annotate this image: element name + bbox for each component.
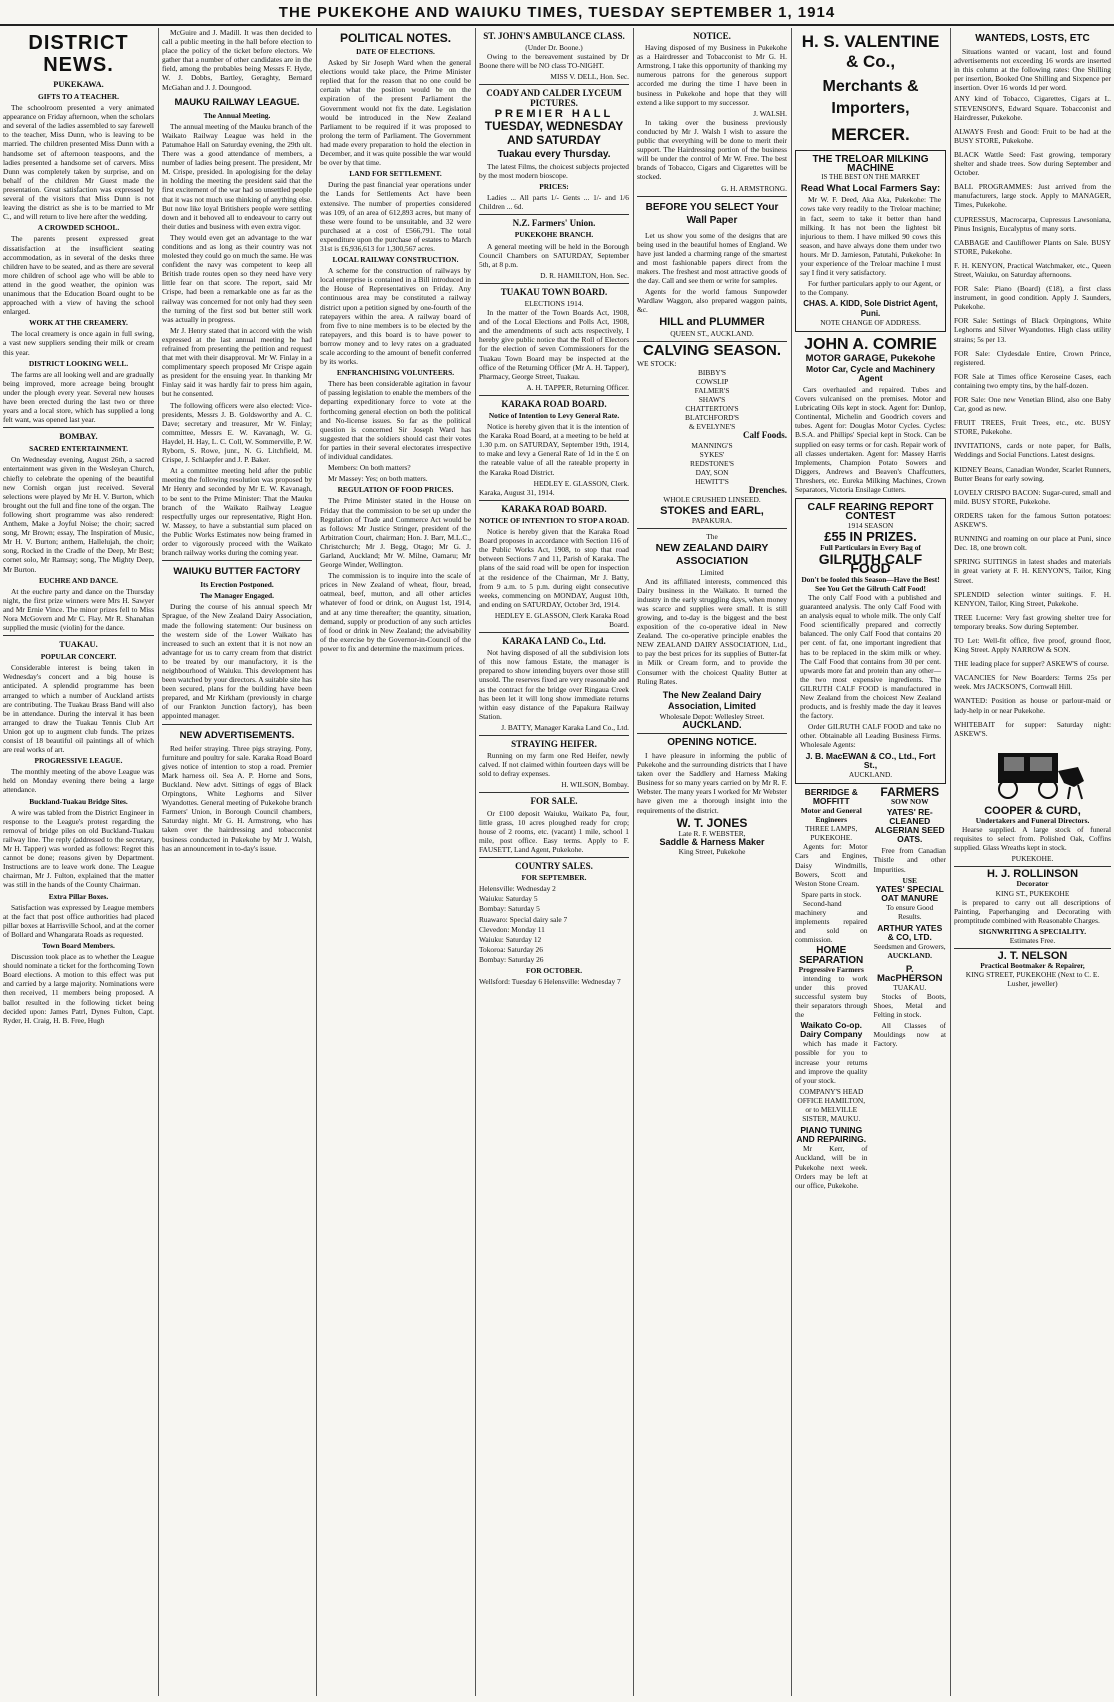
calving-list2 xyxy=(637,441,787,486)
divider xyxy=(162,724,312,725)
premier-hall: PREMIER HALL xyxy=(494,107,614,120)
divider xyxy=(479,792,629,793)
divider xyxy=(479,283,629,284)
second-hand: Second-hand machinery and implements repaired and sold on commission. xyxy=(795,898,868,945)
factory-text: All Classes of Mouldings now at Factory. xyxy=(873,1021,946,1049)
article-text: The parents present expressed great dissatisfaction at the insufficient seating accommodation, as in several of the desks three children have to be seated, and as there are several more children of school age who will be able to attend in the good weather, the opinion was unanimous that the Education Board ought to be approached with a view of having the school enlarged. xyxy=(3,234,154,317)
classified-item: TREE Lucerne: Very fast growing shelter tree for temporary breaks. Sow during September. xyxy=(954,612,1111,631)
article-text: During the past financial year operations under the Lands for Settlements Act have been extensive. The number of properties considered was 109, of an area of 612,893 acres, but many of these were found to be unsuitable, and 32 were purchased at a cost of £566,791. The total expenditure upon the purchase of estates to March 31st is £6,936,613 for 1,300,567 acres. xyxy=(320,180,471,253)
berridge-sub: Motor and General Engineers xyxy=(800,806,862,825)
calving-item: BLATCHFORD'S xyxy=(685,413,739,423)
macpherson-town: TUAKAU. xyxy=(893,982,927,992)
calving-heading: CALVING SEASON. xyxy=(642,341,782,359)
article-text: Members: On both matters? xyxy=(328,463,411,473)
article-subheading: The Annual Meeting. xyxy=(203,110,271,120)
ambulance-sub: (Under Dr. Boone.) xyxy=(525,43,583,53)
calf-prize: £55 IN PRIZES. xyxy=(824,529,917,545)
country-item: Bombay: Saturday 5 xyxy=(479,904,540,914)
article-text: Red heifer straying. Three pigs straying. Pony, furniture and poultry for sale. Karaka Road Board gives notice of intention to stop a road. Premier Mark harness oil. Sea A. P. Horne and Sons, Buckland. New advt. Sittings of eggs of Black Orpingtons, White Leghorns and Silver Wyandottes. General meeting of Pukekohe branch Farmers' Union, in Borough Council chambers, Saturday night. Mr G. H. Armstrong, who has taken over the hairdressing and tobacconist business conducted in Pukekohe by Mr J. Walsh, has an announcement in to-day's issue. xyxy=(162,743,312,853)
calving-item: FALMER'S xyxy=(694,386,730,395)
district-news-heading: DISTRICT NEWS. xyxy=(28,32,129,76)
divider xyxy=(479,84,629,85)
country-sub: FOR SEPTEMBER. xyxy=(521,873,587,883)
divider xyxy=(637,196,787,197)
nelson-heading: J. T. NELSON xyxy=(997,950,1068,963)
nzda-heading: NEW ZEALAND DAIRY ASSOCIATION xyxy=(655,541,769,567)
treloar-apply: For further particulars apply to our Agent, or to the Company. xyxy=(800,279,941,298)
article-text: At a committee meeting held after the public meeting the following resolution was proposed by Mr Henry and seconded by Mr E. W. Kavanagh, to be sent to the Prime Minister: That the Mauku branch of the Waikato Railway League respectfully urges our representative, Right Hon. W. Massey, to have a substantial sum placed on the Public Works Estimates now being framed in order to vigorously proceed with the Waikato branch railway works during the coming year. xyxy=(162,466,312,558)
stokes-town: PAPAKURA. xyxy=(691,516,733,526)
nzda-ltd: Limited xyxy=(700,567,724,577)
column-rule xyxy=(950,28,951,1696)
classified-item: FOR Sale: One new Venetian Blind, also one Baby Car, good as new. xyxy=(954,395,1111,414)
lower-ads-left xyxy=(795,788,868,1192)
country-item: Helensville: Wednesday 2 xyxy=(479,884,556,894)
divider xyxy=(479,395,629,396)
karaka-sign: HEDLEY E. GLASSON, Clerk. xyxy=(533,478,629,488)
land-text: Not having disposed of all the subdivision lots of this now famous Estate, the manager is prepared to show intending buyers over those still unsold. The reserves fixed are very reasonable and as the contract for the bridge over Ringaua Creek has been let it will long show immediate returns within easy distance of the Papakura Railway Station. xyxy=(479,648,629,721)
treloar-read: Read What Local Farmers Say: xyxy=(800,183,941,195)
divider xyxy=(954,866,1111,867)
classified-item: FOR Sale: Clydesdale Entire, Crown Prince, registered. xyxy=(954,348,1111,367)
classified-item: THE leading place for supper? ASKEW'S of course. xyxy=(954,659,1109,669)
divider xyxy=(637,528,787,529)
rollinson-heading: H. J. ROLLINSON xyxy=(986,868,1079,881)
stray-text: Running on my farm one Red Heifer, newly calved. If not claimed within fourteen days will be sold to defray expenses. xyxy=(479,751,629,779)
berridge-parts: Spare parts in stock. xyxy=(801,889,862,899)
divider xyxy=(162,560,312,561)
yates-oat: YATES' SPECIAL OAT MANURE xyxy=(875,883,944,903)
article-heading: EUCHRE AND DANCE. xyxy=(38,575,119,585)
show-days: TUESDAY, WEDNESDAY AND SATURDAY xyxy=(484,118,624,147)
classified-item: ANY kind of Tobacco, Cigarettes, Cigars at L. STEVENSON'S, Edward Square. Tobacconist and Hairdresser, Pukekohe. xyxy=(954,94,1111,122)
valentine-heading: H. S. VALENTINE & Co., xyxy=(801,32,940,71)
article-text: Discussion took place as to whether the League should nominate a ticket for the forthcoming Town Board elections. A motion to this effect was put and carried by a large majority. Nominations were then received, 11 members being proposed. A ballot resulted in the following ticket being decided upon: James Patrl, Dynes Fulton, Capt. Ryder, H. Craig, H. B. Free, Hugh xyxy=(3,952,154,1025)
calving-item: CHATTERTON'S xyxy=(685,404,739,414)
drenches: Drenches. xyxy=(748,485,787,496)
comrie-heading: JOHN A. COMRIE xyxy=(804,335,937,353)
farmers-sign: D. R. HAMILTON, Hon. Sec. xyxy=(540,270,629,280)
sale-text: Or £100 deposit Waiuku, Waikato Pa, four, little grass, 10 acres ploughed ready for crop; house of 2 rooms, etc. (vacant) 1 mile, school 1 mile, post office. Easy terms. Apply to F. FAUSETT, Land Agent, Pukekohe. xyxy=(479,808,629,854)
karaka2-sign: HEDLEY E. GLASSON, Clerk Karaka Road Board. xyxy=(494,610,629,629)
article-heading: DISTRICT LOOKING WELL. xyxy=(28,358,129,368)
classified-item: ORDERS taken for the famous Sutton potatoes: ASKEW'S. xyxy=(954,510,1111,530)
column-rule xyxy=(791,28,792,1696)
classified-item: WHITEBAIT for supper: Saturday night: ASKEW'S. xyxy=(954,719,1111,738)
column-district-news xyxy=(3,28,154,1696)
treloar-ad xyxy=(795,150,946,332)
article-text: At the euchre party and dance on the Thursday night, the first prize winners were Mrs H. Sawyer and Mr Ernie Vince. The minor prizes fell to Miss Nora McGovern and Mr C. Flay. Mr R. Shanahan supplied the music (violin) for the dance. xyxy=(3,586,154,633)
rollinson-sub: Decorator xyxy=(1016,879,1049,889)
gilruth-text: The only Calf Food with a published and guaranteed analysis. The only Calf Food with an analysis equal to whole milk. The only Calf Food scientifically prepared and correctly balanced. The only Calf Food that contains 20 per cent. of fat, one important ingredient that has to be replaced in the skim milk or whey. The Calf Food that contains from 30 per cent. upwards more fat and protein than any other—the two most expensive ingredients. The GILRUTH CALF FOOD is manufactured in New Zealand from the choicest New Zealand products, and is freshly made the day it leaves the factory. xyxy=(800,592,941,721)
nzda2-city: AUCKLAND. xyxy=(682,719,742,731)
hill-heading: HILL and PLUMMER xyxy=(659,316,765,329)
coop-text: which has made it possible for you to increase your returns and improve the quality of your stock. xyxy=(795,1039,868,1085)
arthur-heading: ARTHUR YATES & CO, LTD. xyxy=(877,923,943,943)
comrie-sub: Motor Car, Cycle and Machinery Agent xyxy=(806,363,935,383)
notice-text: Having disposed of my Business in Pukekohe as a Hairdresser and Tobacconist to Mr G. H. Armstrong, I take this opportunity of thanking my numerous patrons for the generous support accorded me during the time I have been in business in Pukekohe and hope that they will extend a like support to my successor. xyxy=(637,43,787,107)
tuakau-sign: A. H. TAPPER, Returning Officer. xyxy=(526,382,629,392)
opening-heading: OPENING NOTICE. xyxy=(667,736,757,748)
ambulance-text: Owing to the bereavement sustained by Dr Boone there will be NO class TO-NIGHT. xyxy=(479,52,629,71)
article-text: The monthly meeting of the above League was held on Monday evening there being a large attendance. xyxy=(3,767,154,795)
land-heading: KARAKA LAND Co., Ltd. xyxy=(502,636,606,647)
article-text: The local creamery is once again in full swing, a vast new suppliers sending their milk or cream this year. xyxy=(3,329,154,357)
article-text: The commission is to inquire into the scale of prices in New Zealand of wheat, flour, bread, oatmeal, beef, mutton, and all other articles whatever of food or drink, on August 1st, 1914, and at any time thereafter; the quantity, situation, demand, supply or production of any such articles of food or drink in New Zealand; the advisability of the exercise by the Governor-in-Council of the power to fix and determine the maximum prices. xyxy=(320,571,471,653)
lower-ads-right xyxy=(873,784,947,1192)
column-railway-league xyxy=(162,28,312,1696)
nzda-text: And its affiliated interests, commenced this Dairy business in the Waikato. It turned the industry in the early struggling days, when money was scarce and supplies were small. It is still growing, and to-day is the biggest and the best exposition of the co-operative ideal in New Zealand. The co-operative principle enables the NEW ZEALAND DAIRY ASSOCIATION, Ltd., to pay the best prices for its supplies of Butter-fat in Milk or Cream form, and to provide the Consumer with the choicest Quality Butter at Ruling Rates. xyxy=(637,576,787,686)
karaka2-text: Notice is hereby given that the Karaka Road Board proposes in accordance with Section 116 of the Public Works Act, 1908, to stop that road between Sections 7 and 11, Parish of Karaka. The plans of the said road will be open for inspection at the residence of the Chairman, Mr J. Batty, from 9 a.m. to 5 p.m. during eight consecutive weeks, commencing on MONDAY, August 10th, and ending on SATURDAY, October 3rd, 1914. xyxy=(479,527,629,609)
lower-ads xyxy=(795,784,946,1192)
prices: Ladies ... All parts 1/- Gents ... 1/- and 1/6 Children ... 6d. xyxy=(479,193,629,212)
yates-heading: YATES' RE-CLEANED ALGERIAN SEED OATS. xyxy=(874,807,945,845)
treloar-sub: IS THE BEST ON THE MARKET xyxy=(821,173,920,182)
classified-item: VACANCIES for New Boarders: Terms 25s per week. Mrs JACKSON'S, Cornwall Hill. xyxy=(954,673,1111,692)
nelson-address: KING STREET, PUKEKOHE (Next to C. E. Lusher, jeweller) xyxy=(965,970,1100,989)
calving-item: DAY, SON xyxy=(695,467,729,477)
classified-item: CABBAGE and Cauliflower Plants on Sale. BUSY STORE, Pukekohe. xyxy=(954,237,1111,256)
place-heading: PUKEKAWA. xyxy=(53,80,104,89)
jones-heading: W. T. JONES xyxy=(676,815,748,830)
wall-text: Let us show you some of the designs that are being used in the beautiful homes of England. We have just landed a charming range of the smartest and most fashionable papers direct from the makers. The freshest and most attractive goods of the day. Call and see them or write for samples. xyxy=(637,230,787,286)
home-heading: HOME SEPARATION xyxy=(799,945,864,966)
macewan-city: AUCKLAND. xyxy=(848,769,893,779)
article-heading: SACRED ENTERTAINMENT. xyxy=(29,444,128,454)
calf-contest-ad xyxy=(795,498,946,784)
piano-text: Mr Kerr, of Auckland, will be in Pukekohe next week. Orders may be left at our office, Pukekohe. xyxy=(795,1144,868,1190)
classified-item: CUPRESSUS, Macrocarpa, Cupressus Lawsoniana, Pinus Insignis, Eucalyptus of many sorts. xyxy=(954,214,1111,233)
divider xyxy=(479,857,629,858)
article-subheading: The Manager Engaged. xyxy=(200,591,274,601)
calf-foods: Calf Foods. xyxy=(742,430,787,441)
article-heading: Buckland-Tuakau Bridge Sites. xyxy=(29,796,128,806)
calving-item: MANNING'S xyxy=(691,440,733,450)
article-text: Satisfaction was expressed by League members at the fact that post office authorities had placed pillar boxes at Harrisville School, and at the corner of Bollard and Whangarata Roads as requested. xyxy=(3,902,154,939)
karaka2-heading: KARAKA ROAD BOARD. xyxy=(501,503,607,514)
karaka-text: Notice is hereby given that it is the intention of the Karaka Road Board, at a meeting to be held at 1.30 p.m. on SATURDAY, September 19th, 1914, to make and levy a General Rate of 1d in the £ on the rateable value of all the rateable property in the Karaka Road District. xyxy=(479,422,629,477)
divider xyxy=(479,632,629,633)
jones-trade: Saddle & Harness Maker xyxy=(659,836,765,847)
article-heading: GIFTS TO A TEACHER. xyxy=(38,92,119,101)
treloar-kidd: CHAS. A. KIDD, Sole District Agent, Puni. xyxy=(803,299,938,318)
country-item: Clevedon: Monday 11 xyxy=(479,924,545,934)
calving-item: HEWITT'S xyxy=(695,476,729,486)
calving-item: & EVELYNE'S xyxy=(688,422,736,432)
place-heading: TUAKAU. xyxy=(59,640,98,650)
classified-item: SPRING SUITINGS in latest shades and materials in great variety at F. H. KENYON'S, Tailor, King Street. xyxy=(954,557,1111,585)
classified-item: BALL PROGRAMMES: Just arrived from the manufacturers, large stock. Apply to MANAGER, Times, Pukekohe. xyxy=(954,182,1111,210)
column-business-notices xyxy=(637,28,787,1696)
rollinson-address: KING ST., PUKEKOHE xyxy=(995,888,1070,898)
column-rule xyxy=(158,28,159,1696)
treloar-heading: THE TRELOAR MILKING MACHINE xyxy=(812,154,929,175)
yates-oat-sub: To ensure Good Results. xyxy=(886,902,934,922)
column-rule xyxy=(316,28,317,1696)
column-rule xyxy=(475,28,476,1696)
article-text: The annual meeting of the Mauku branch of the Waikato Railway League was held in the Patumahoe Hall on Saturday evening, the 29th ult. There was a good attendance of members, a number of ladies being present. The president, Mr M. Crispe, presided. In apologising for the delay in holding the meeting the president said that the first excitement of the war had so unsettled people that it was not much use thinking of anything else. But now like loyal Britishers people were settling down and it behoved all to endeavour to carry out their duties and business with even extra vigor. xyxy=(162,121,312,231)
karaka-heading: KARAKA ROAD BOARD. xyxy=(501,398,607,409)
sow-now: SOW NOW xyxy=(891,796,929,806)
hill-address: QUEEN ST., AUCKLAND. xyxy=(670,328,754,338)
karaka2-sub: NOTICE OF INTENTION TO STOP A ROAD. xyxy=(479,515,629,525)
divider xyxy=(954,948,1111,949)
estimates: Estimates Free. xyxy=(1009,936,1056,946)
gilruth-tag: Don't be fooled this Season—Have the Best! See You Get the Gilruth Calf Food! xyxy=(801,574,940,593)
article-subheading: Its Erection Postponed. xyxy=(200,580,274,590)
nelson-sub: Practical Bootmaker & Repairer, xyxy=(980,961,1085,971)
comrie-garage: MOTOR GARAGE, Pukekohe xyxy=(805,352,936,364)
column-rule xyxy=(633,28,634,1696)
notice2-sign: G. H. ARMSTRONG. xyxy=(721,183,787,193)
classified-item: LOVELY CRISPO BACON: Sugar-cured, small and mild. BUSY STORE, Pukekohe. xyxy=(954,487,1111,506)
opening-text: I have pleasure in informing the public of Pukekohe and the surrounding districts that I have taken over the Saddlery and Harness Making Business for so many years carried on by Mr R. F. Webster. The many years I worked for Mr Webster have given me a thorough insight into the requirements of the district. xyxy=(637,751,787,815)
article-text: Mr J. Henry stated that in accord with the wish expressed at the last annual meeting he had refrained from presenting the petition and request that met with their disapproval. Mr W. Finlay in a complimentary speech proposed Mr Crispe again as president for the ensuing year. In thanking Mr Finlay said it was hardly fair to press him again, but he consented. xyxy=(162,325,312,399)
berridge-address: THREE LAMPS, PUKEKOHE. xyxy=(805,824,858,843)
calving-item: COWSLIP xyxy=(695,376,729,386)
linseed: WHOLE CRUSHED LINSEED. xyxy=(663,495,761,505)
country-list xyxy=(479,884,629,964)
article-heading: PROGRESSIVE LEAGUE. xyxy=(34,756,123,766)
sale-heading: FOR SALE. xyxy=(530,796,578,807)
land-sign: J. BATTY, Manager Karaka Land Co., Ltd. xyxy=(501,722,629,732)
article-heading: LOCAL RAILWAY CONSTRUCTION. xyxy=(332,255,459,265)
prices-heading: PRICES: xyxy=(539,182,569,192)
stokes-heading: STOKES and EARL, xyxy=(660,505,764,518)
yates-text: Free from Canadian Thistle and other Impurities. xyxy=(873,846,946,874)
wall-heading: BEFORE YOU SELECT Your Wall Paper xyxy=(645,201,779,226)
hearse-illustration xyxy=(978,743,1088,803)
wall-agents: Agents for the world famous Sunpowder Wardlaw Waggon, also prepared waggon paints, &c. xyxy=(637,287,787,315)
classified-item: ALWAYS Fresh and Good: Fruit to be had at the BUSY STORE, Pukekohe. xyxy=(954,126,1111,145)
article-heading: Extra Pillar Boxes. xyxy=(48,891,109,901)
article-text: They would even get an advantage to the war conditions and as long as their country was not molested they could go on much the same. He was confident the navy was competent to keep all British trade routes open so they need have very little fear on that score. The report, said Mr Crispe, had been a remarkable one as far as the railway was concerned for not only had they seen the turning of the first sod but better still work was actually in progress. xyxy=(162,232,312,324)
berridge-text: Agents for: Motor Cars and Engines, Daisy Windmills, Bowers, Scott and Weston Stone Cream. xyxy=(795,842,868,888)
article-heading: POLITICAL NOTES. xyxy=(339,31,452,45)
article-heading: WORK AT THE CREAMERY. xyxy=(29,318,128,328)
masthead-title: THE PUKEKOHE AND WAIUKU TIMES, TUESDAY SEPTEMBER 1, 1914 xyxy=(278,3,836,21)
tuakau-heading: TUAKAU TOWN BOARD. xyxy=(500,286,608,297)
arthur-sub: Seedsmen and Growers, xyxy=(873,942,946,952)
rollinson-text: is prepared to carry out all descriptions of Painting, Paperhanging and Decorating with promptitude combined with Reasonable Charges. xyxy=(954,897,1111,925)
nzda2-address: Wholesale Depot: Wellesley Street. xyxy=(659,711,765,721)
article-subheading: DATE OF ELECTIONS. xyxy=(356,47,435,56)
article-text: On Wednesday evening, August 26th, a sacred entertainment was given in the Wesleyan Church, chiefly to celebrate the opening of the beautiful new Cornish organ just received. Several selections were played by Mr H. V. Burton, which brought out the full and fine tone of the organ. The following short programme was also rendered: Anthem, Make a Joyful Noise; the choir; sacred song, Mr Brown; essay, The Inspiration of Music, Mr H. V. Burton; anthem, Hallelujah, the choir; song, Rocked in the Cradle of the Deep, Mr Best; cornet solo, Mr Ramsay; song, The Mighty Deep, Mr Burton. xyxy=(3,455,154,574)
karaka-date: Karaka, August 31, 1914. xyxy=(479,487,555,497)
classified-item: TO Let: Well-fit office, five proof, ground floor, King Street. Apply NARROW & SON. xyxy=(954,635,1111,655)
home-text: intending to work under this proved successful system buy their separators through the xyxy=(795,973,868,1020)
country-october: FOR OCTOBER. xyxy=(525,965,583,975)
divider xyxy=(479,214,629,215)
classified-item: FOR Sale: Settings of Black Orpingtons, White Leghorns and Silver Wyandottes. High class utility strains; 5s per 13. xyxy=(954,316,1111,344)
article-heading: LAND FOR SETTLEMENT. xyxy=(349,169,442,179)
merchants: Merchants & Importers, xyxy=(822,78,919,117)
macpherson: P. MacPHERSON xyxy=(877,963,943,984)
country-item: Bombay: Saturday 26 xyxy=(479,954,544,964)
calving-item: SYKES' xyxy=(699,449,725,459)
boots-text: Stocks of Boots, Shoes, Metal and Felting in stock. xyxy=(873,991,946,1019)
gilruth-heading: GILRUTH CALF FOOD xyxy=(818,550,923,576)
column-political-notes xyxy=(320,28,471,1696)
tuakau-sub: ELECTIONS 1914. xyxy=(524,298,584,308)
farmers-heading: FARMERS xyxy=(880,784,940,799)
macewan: J. B. MacEWAN & CO., Ltd., Fort St., xyxy=(805,750,936,770)
column-classifieds xyxy=(954,28,1111,1696)
classified-item: INVITATIONS, cards or note paper, for Balls, Weddings and Social Functions. Latest designs. xyxy=(954,441,1111,460)
article-text: During the course of his annual speech Mr Sprague, of the New Zealand Dairy Association, made the following statement: Our business on the western side of the Lower Waikato has increased to such an extent that it is not now an advantage for us to carry cream from that district to be treated by our manufactory, it is the neighbourhood of Waiuku. This development has been watched by your directors. A suitable site has been secured, plans for the building have been prepared, and Mr Kirkham (previously in charge of our Frankton Junction factory), has been appointed manager. xyxy=(162,602,312,721)
article-text: A scheme for the construction of railways by local enterprise is contained in a Bill introduced in the House of Representatives on Friday. Any continuous area may be constituted a railway district upon a petition signed by one-fourth of the ratepayers within the area. A railway board of from five to nine members is to be elected by the ratepayers, and this board is to have power to borrow money and to levy rates on a graduated scale according to the amount of benefit conferred by its works. xyxy=(320,266,471,367)
use: USE xyxy=(902,875,917,885)
tuakau-text: In the matter of the Town Boards Act, 1908, and of the Local Elections and Polls Act, 1908, and the amendments of such acts respectively, I hereby give public notice that the Roll of Electors for the election of seven Commissioners for the Tuakau Town Board may be inspected at the office of the Returning Officer (Mr A. H. Tapper), Pharmacy, George Street, Tuakau. xyxy=(479,308,629,381)
classifieds-intro: Situations wanted or vacant, lost and found advertisements not exceeding 16 words are inserted in this column at the following rates: One Shilling per insertion, Booked One Shilling and Sixpence per insertion. Over 16 words 1d per word. xyxy=(954,47,1111,93)
cooper-text: Hearse supplied. A large stock of funeral requisites to select from. Polished Oak, Coffins supplied. Glass Wreaths kept in stock. xyxy=(954,825,1111,853)
coop-heading: Waikato Co-op. Dairy Company xyxy=(800,1020,863,1040)
piano-heading: PIANO TUNING AND REPAIRING. xyxy=(796,1125,867,1145)
signwriting: SIGNWRITING A SPECIALITY. xyxy=(978,926,1087,936)
article-text: Mr Massey: Yes; on both matters. xyxy=(328,474,428,484)
classified-item: KIDNEY Beans, Canadian Wonder, Scarlet Runners, Butter Beans for early sowing. xyxy=(954,464,1111,483)
divider xyxy=(3,427,154,428)
calving-item: SHAW'S xyxy=(698,395,726,405)
notice2-text: In taking over the business previously conducted by Mr J. Walsh I wish to assure the public that everything will be done to merit their support. The Hairdressing portion of the business will be under the control of Mr W. Free. The best brands of Tobacco, Cigars and Cigarettes will be stocked. xyxy=(637,117,787,182)
calving-item: BIBBY'S xyxy=(697,367,727,377)
classified-item: SPLENDID selection winter suitings. F. H. KENYON, Tailor, King Street, Pukekohe. xyxy=(954,589,1111,608)
lyceum-text: The latest Films, the choicest subjects projected by the most modern bioscope. xyxy=(479,161,629,180)
tuakau-thursday: Tuakau every Thursday. xyxy=(497,148,611,160)
ambulance-sign: MISS V. DELL, Hon. Sec. xyxy=(550,72,629,82)
calving-stock: WE STOCK: xyxy=(637,358,677,368)
mercer: MERCER. xyxy=(831,125,910,144)
country-foot: Wellsford: Tuesday 6 Helensville: Wednesday 7 xyxy=(479,977,621,987)
country-item: Ruawaro: Special dairy sale 7 xyxy=(479,914,568,924)
divider xyxy=(3,635,154,636)
column-merchant-ads xyxy=(795,28,946,1696)
classified-item: FRUIT TREES, Fruit Trees, etc., etc. BUSY STORE, Pukekohe. xyxy=(954,418,1111,437)
classified-item: BLACK Wattle Seed: Fast growing, temporary shelter and shade trees. Sow during September and October. xyxy=(954,149,1111,178)
country-item: Tokoroa: Saturday 26 xyxy=(479,944,543,954)
divider xyxy=(479,500,629,501)
country-item: Waiuku: Saturday 5 xyxy=(479,894,538,904)
article-heading: Town Board Members. xyxy=(42,940,115,950)
classifieds-heading: WANTEDS, LOSTS, ETC xyxy=(975,33,1090,44)
classified-item: FOR Sale at Times office Keroseine Cases, each containing two empty tins, by the half-dozen. xyxy=(954,371,1111,390)
jones-sub: Late R. F. WEBSTER, xyxy=(678,828,746,838)
notice-sign: J. WALSH. xyxy=(753,108,787,118)
farmers-text: A general meeting will be held in the Borough Council Chambers on SATURDAY, September 5th, at 8 p.m. xyxy=(479,241,629,269)
article-heading: MAUKU RAILWAY LEAGUE. xyxy=(174,96,300,108)
home-sub: Progressive Farmers xyxy=(798,964,864,974)
nzda-the: The xyxy=(706,532,718,542)
treloar-note: NOTE CHANGE OF ADDRESS. xyxy=(820,317,921,327)
article-text: There has been considerable agitation in favour of passing legislation to enable the members of the departing expeditionary force to vote at the forthcoming general election on both the political and No-license issues. So far as the political question is concerned Sir Joseph Ward has suggested that the soldiers should cast their votes for parties in their several electorates irrespective of individual candidates. xyxy=(320,379,471,462)
farmers-heading: N.Z. Farmers' Union. xyxy=(512,218,596,229)
jones-address: King Street, Pukekohe xyxy=(678,846,746,856)
divider xyxy=(479,735,629,736)
cooper-heading: COOPER & CURD, xyxy=(984,804,1081,817)
article-heading: ENFRANCHISING VOLUNTEERS. xyxy=(336,368,455,378)
place-heading: BOMBAY. xyxy=(59,432,98,442)
column-notices xyxy=(479,28,629,1696)
country-heading: COUNTRY SALES. xyxy=(515,861,593,872)
article-text: Considerable interest is being taken in Wednesday's concert and a big house is anticipated. A splendid programme has been arranged to which a number of Auckland artists are contributing. The Tuakau Brass Band will also be in attendance. During the interval it has been arranged to draw the Tuakau Tennis Club Art Union got up to augment club funds. The prizes consist of 18 beautiful oil paintings all of which are real works of art. xyxy=(3,663,154,755)
stray-heading: STRAYING HEIFER. xyxy=(511,739,597,749)
country-item: Waiuku: Saturday 12 xyxy=(479,934,542,944)
classified-item: FOR Sale: Piano (Board) (£18), a first class instrument, in good condition. Apply J. Saunders, Pukekohe. xyxy=(954,284,1111,312)
calf-heading: CALF REARING REPORT CONTEST xyxy=(807,501,934,523)
lyceum-heading: COADY AND CALDER LYCEUM PICTURES. xyxy=(486,88,622,108)
calf-full: Full Particulars in Every Bag of xyxy=(820,543,921,553)
article-heading: A CROWDED SCHOOL. xyxy=(37,223,120,233)
classified-item: F. H. KENYON, Practical Watchmaker, etc., Queen Street, Waiuku, on Saturday afternoons. xyxy=(954,260,1111,279)
divider xyxy=(637,733,787,734)
article-text: Asked by Sir Joseph Ward when the general elections would take place, the Prime Minister replied that for the reason that no one could be certain what the position would be on the expiration of the present Parliament the Government would not fix the date. Legislation would be introduced in the New Zealand Parliament to be required if it was proposed to prolong the term of Parliament. The Government had made every preparation to hold the election in December, and it was quite possible the war would be over by that time. xyxy=(320,58,471,168)
article-text: The farms are all looking well and are gradually being improved, more acreage being brought under the plough every year. Several new houses have been erected during the last two or three years and a local store, which has supplied a long felt want, was opened last year. xyxy=(3,369,154,425)
calving-item: REDSTONE'S xyxy=(690,458,734,468)
karaka-sub: Notice of Intention to Levy General Rate. xyxy=(488,411,620,420)
article-text: McGuire and J. Madill. It was then decided to call a public meeting in the hall before election to place the policy of the ticket before electors. We gather that a number of other candidates are in the field, among the probables being Messrs F. Hyde, W. J. Dobbs, Bartley, Geraghty, Bernard McGahan and J. J. Doungood. xyxy=(162,28,312,92)
nzda2-heading: The New Zealand Dairy Association, Limited xyxy=(662,689,762,711)
article-heading: REGULATION OF FOOD PRICES. xyxy=(337,485,454,495)
gilruth-order: Order GILRUTH CALF FOOD and take no other. Obtainable all Leading Business Firms. Wholesale Agents: xyxy=(800,722,941,750)
classified-item: WANTED: Position as house or parlour-maid or lady-help in or near Pukekohe. xyxy=(954,696,1111,715)
classified-list xyxy=(954,94,1111,737)
article-heading: POPULAR CONCERT. xyxy=(40,652,117,662)
article-text: The Prime Minister stated in the House on Friday that the commission to be set up under the Regulation of Trade and Commerce Act would be as follows: Mr Justice Stringer, president of the Arbitration Court, chairman; Hon. J. Barr, M.L.C., Christchurch; Mr J. Begg, Otago; Mr G. J. Garland, Auckland; Mr W. Milne, Oamaru; Mr George Winder, Wellington. xyxy=(320,496,471,570)
article-heading: NEW ADVERTISEMENTS. xyxy=(179,729,295,741)
cooper-sub: Undertakers and Funeral Directors. xyxy=(975,815,1090,825)
article-heading: WAIUKU BUTTER FACTORY xyxy=(173,566,301,578)
ambulance-heading: ST. JOHN'S AMBULANCE CLASS. xyxy=(483,31,625,41)
masthead xyxy=(0,0,1114,26)
classified-item: RUNNING and roaming on our place at Puni, since Dec. 18, one brown colt. xyxy=(954,534,1111,553)
berridge-heading: BERRIDGE & MOFFITT xyxy=(804,786,858,806)
article-text: A wire was tabled from the District Engineer in response to the League's protest regarding the removal of bridge piles on old Buckland-Tuakau railway line. The reply (addressed to the secretary, Mr H. Tapper) was worded as follows: Regret this cannot be done; reasons given by Department. Instructions are to leave work done. The League chairman, Mr J. Fulton, explained that the matter was still in the hands of the County Chairman. xyxy=(3,807,154,890)
arthur-city: AUCKLAND. xyxy=(887,951,933,961)
calf-season: 1914 SEASON xyxy=(847,521,894,531)
farmers-sub: PUKEKOHE BRANCH. xyxy=(514,230,594,240)
treloar-text: Mr W. F. Deed, Aka Aka, Pukekohe: The cows take very readily to the Treloar machine; in fact, seem to take it better than hand milking. It has not been the lightest bit injurious to them. I have milked 90 cows this season, and have always done them under two hours. Mr D. Jamieson, Patutahi, Pukekohe: In your experience of the Treloar machine I must say I find it very satisfactory. xyxy=(800,195,941,278)
company-office: COMPANY'S HEAD OFFICE HAMILTON, or to MELVILLE SISTER, MAUKU. xyxy=(797,1086,866,1124)
stray-sign: H. WILSON, Bombay. xyxy=(561,780,629,790)
notice-heading: NOTICE. xyxy=(693,31,731,41)
cooper-town: PUKEKOHE. xyxy=(1011,854,1054,864)
article-text: The following officers were also elected: Vice-presidents, Messrs J. B. Goldsworthy and A. C. Dave; secretary and treasurer, Mr W. Finlay; committee, Messrs E. W. Kavanagh, W. G. Haydel, H. Hay, L. C. Coll, W. Sommerville, P. W. Ryborn, S. Rowe, junr., N. G. Litchfield, M. Crispe, J. Schlaepfer and J. P. Baker. xyxy=(162,400,312,465)
comrie-text: Cars overhauled and repaired. Tubes and Covers vulcanised on the premises. Motor and Lubricating Oils kept in stock. Agent for: Dunlop, Continental, Michelin and Goodrich covers and tubes. Agent for: Douglas Motor Cycles. Cycles: B.S.A. and Phillips' Special kept in Stock. Can be supplied on easy terms or for cash. Repair work of all classes undertaken. Agent for: Massey Harris Implements, Champion Potato Sowers and Diggers, Andrews and Beaven's Chaffcutters, Threshers, etc. Eureka Milking Machines, Crown Separators, Victoria Ensilage Cutters. xyxy=(795,384,946,494)
article-text: The schoolroom presented a very animated appearance on Friday afternoon, when the scholars and several of the ladies assembled to say farewell to the teacher, Miss Dunn, who is leaving to be married. The children presented Miss Dunn with a handsome set of afternoon teaspoons, and the ladies presented a handsome set of carvers. Miss Dunn was completely taken by surprise, and on behalf of the children Mr Guest made the presentation. Great satisfaction was expressed by several of the visitors that Miss Dunn is not leaving the district as she is to be married to Mr C., and will return to live here after the wedding. xyxy=(3,103,154,222)
calving-list xyxy=(637,368,787,432)
